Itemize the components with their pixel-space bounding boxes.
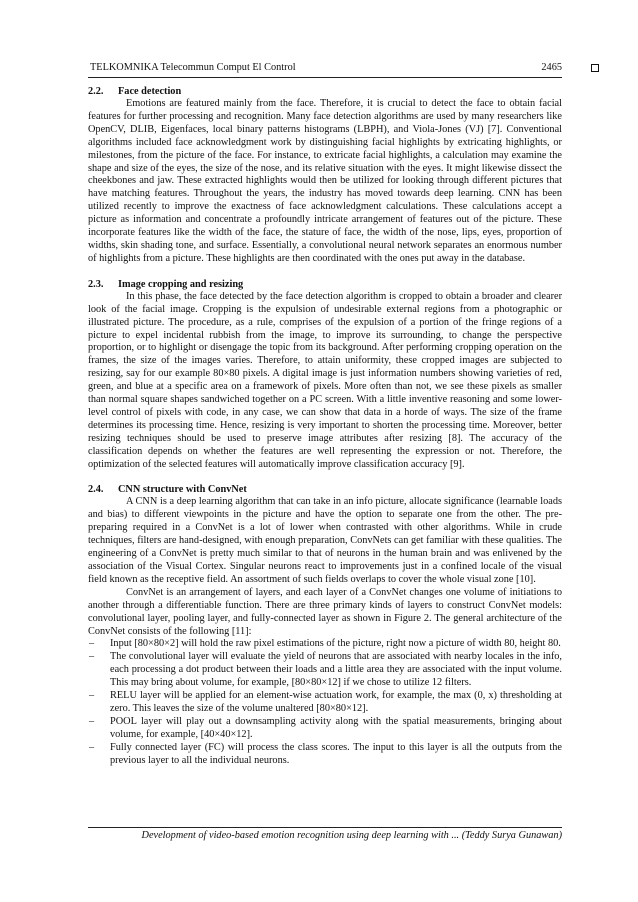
list-item <box>88 638 562 651</box>
section-image-cropping <box>88 278 562 472</box>
journal-name: TELKOMNIKA Telecommun Comput El Control <box>90 62 296 73</box>
section-number: 2.4. <box>88 484 104 496</box>
section-title: Image cropping and resizing <box>118 278 244 290</box>
list-item <box>88 716 562 742</box>
section-heading <box>88 278 562 291</box>
list-item <box>88 690 562 716</box>
article-body <box>88 85 562 780</box>
section-number: 2.3. <box>88 278 104 290</box>
list-item-text: POOL layer will play out a downsampling activity along with the spatial measurements, bringing about volume, for example, [40×40×12]. <box>110 715 562 740</box>
dash-marker: – <box>89 638 95 650</box>
dash-marker: – <box>89 715 95 727</box>
dash-marker: – <box>89 690 95 702</box>
list-item-text: RELU layer will be applied for an element-wise actuation work, for example, the max (0, x) thresholding at zero. This leaves the size of the volume unaltered [80×80×12]. <box>110 690 562 714</box>
paragraph: ConvNet is an arrangement of layers, and each layer of a ConvNet changes one volume of initiations to another through a differentiable function. There are three primary kinds of layers to construct ConvNet models: convolutional layer, pooling layer, and fully-connected layer as shown in Figure 2. The general architecture of the ConvNet consists of the following [11]: <box>88 586 562 637</box>
section-title: CNN structure with ConvNet <box>118 484 247 496</box>
paragraph: In this phase, the face detected by the face detection algorithm is cropped to obtain a broader and clearer look of the facial image. Cropping is the expulsion of undesirable external regions from a photographic or illustrated picture. The procedure, as a rule, comprises of the expulsion of a portion of the fringe regions of a picture to expel incidental rubbish from the image, to improve its surrounding, to change the perspective proportion, or to highlight or disengage the topic from its background. After performing cropping operation on the frames, the size of the images varies. Therefore, to attain uniformity, these cropped images are subjected to resizing, say for our example 80×80 pixels. A digital image is just information numbers showing varieties of red, green, and blue at a specific area on a framework of pixels. More often than not, we see these pixels as smaller than normal square shapes sandwiched together on a PC screen. With a little inventive reasoning and some lower-level control of pixels with code, in any case, we can show that data in a horde of ways. The size of the frame determines its processing time. Hence, resizing is very important to shorten the processing time. Moreover, better resizing techniques should be used to preserve image attributes after resizing [8]. The accuracy of the classification depends on whether the features are well representing the expression or not. Therefore, the optimization of the selected features will automatically improve classification accuracy [9]. <box>88 290 562 470</box>
checkbox-square-icon <box>591 64 599 72</box>
page-number: 2465 <box>541 62 562 73</box>
section-title: Face detection <box>118 86 182 97</box>
footer-rule <box>88 827 562 828</box>
list-item-text: Fully connected layer (FC) will process the class scores. The input to this layer is all the outputs from the previous layer to all the individual neurons. <box>110 741 562 766</box>
dash-marker: – <box>89 741 95 753</box>
list-item-text: The convolutional layer will evaluate the yield of neurons that are associated with nearby locales in the info, each processing a dot product between their loads and a little area they are associated with the input volume. This may bring about volume, for example, [80×80×12] if we chose to utilize 12 filters. <box>110 651 562 689</box>
section-face-detection <box>88 85 562 266</box>
running-footer: Development of video-based emotion recognition using deep learning with ... (Teddy Surya Gunawan) <box>141 830 562 841</box>
paragraph: Emotions are featured mainly from the face. Therefore, it is crucial to detect the face to obtain facial features for further processing and recognition. Many face detection algorithms are used by many researchers like OpenCV, DLIB, Eigenfaces, local binary patterns histograms (LBPH), and Viola-Jones (VJ) [7]. Conventional algorithms included face acknowledgment work by distinguishing facial highlights by extricating highlights, or milestones, from the picture of the face. For instance, to extricate facial highlights, a calculation may examine the shape and size of the eyes, the size of the nose, and its relative situation with the eyes. It might likewise dissect the cheekbones and jaw. These extracted highlights would then be utilized for looking through different pictures that have matching features. Throughout the years, the industry has moved towards deep learning. CNN has been utilized recently to improve the exactness of face acknowledgment calculations. These calculations accept a picture as information and concentrate a profoundly intricate arrangement of features out of the picture. These incorporate features like the width of the face, the stature of face, the width of the nose, lips, eyes, proportion of widths, skin shading tone, and surface. Essentially, a convolutional neural network separates an enormous number of highlights from a picture. These highlights are then coordinated with the ones put away in the database. <box>88 98 562 264</box>
layer-list <box>88 638 562 767</box>
section-heading <box>88 85 562 98</box>
running-header <box>88 60 562 76</box>
paragraph: A CNN is a deep learning algorithm that can take in an info picture, allocate significance (learnable loads and bias) to different viewpoints in the picture and have the option to separate one from the other. The pre-preparing required in a ConvNet is a lot of lower when contrasted with other algorithms. While in crude techniques, filters are hand-designed, with enough preparation, ConvNets can get familiar with these qualities. The engineering of a ConvNet is pretty much similar to that of neurons in the human brain and was enlivened by the association of the Visual Cortex. Singular neurons react to improvements just in a confined locale of the visual field known as the receptive field. An assortment of such fields overlaps to cover the whole visual zone [10]. <box>88 496 562 585</box>
list-item <box>88 742 562 768</box>
dash-marker: – <box>89 651 95 663</box>
list-item-text: Input [80×80×2] will hold the raw pixel estimations of the picture, right now a picture of width 80, height 80. <box>110 638 561 650</box>
section-number: 2.2. <box>88 86 104 97</box>
section-heading <box>88 483 562 496</box>
header-rule <box>88 77 562 78</box>
section-cnn-structure <box>88 483 562 767</box>
list-item <box>88 651 562 690</box>
